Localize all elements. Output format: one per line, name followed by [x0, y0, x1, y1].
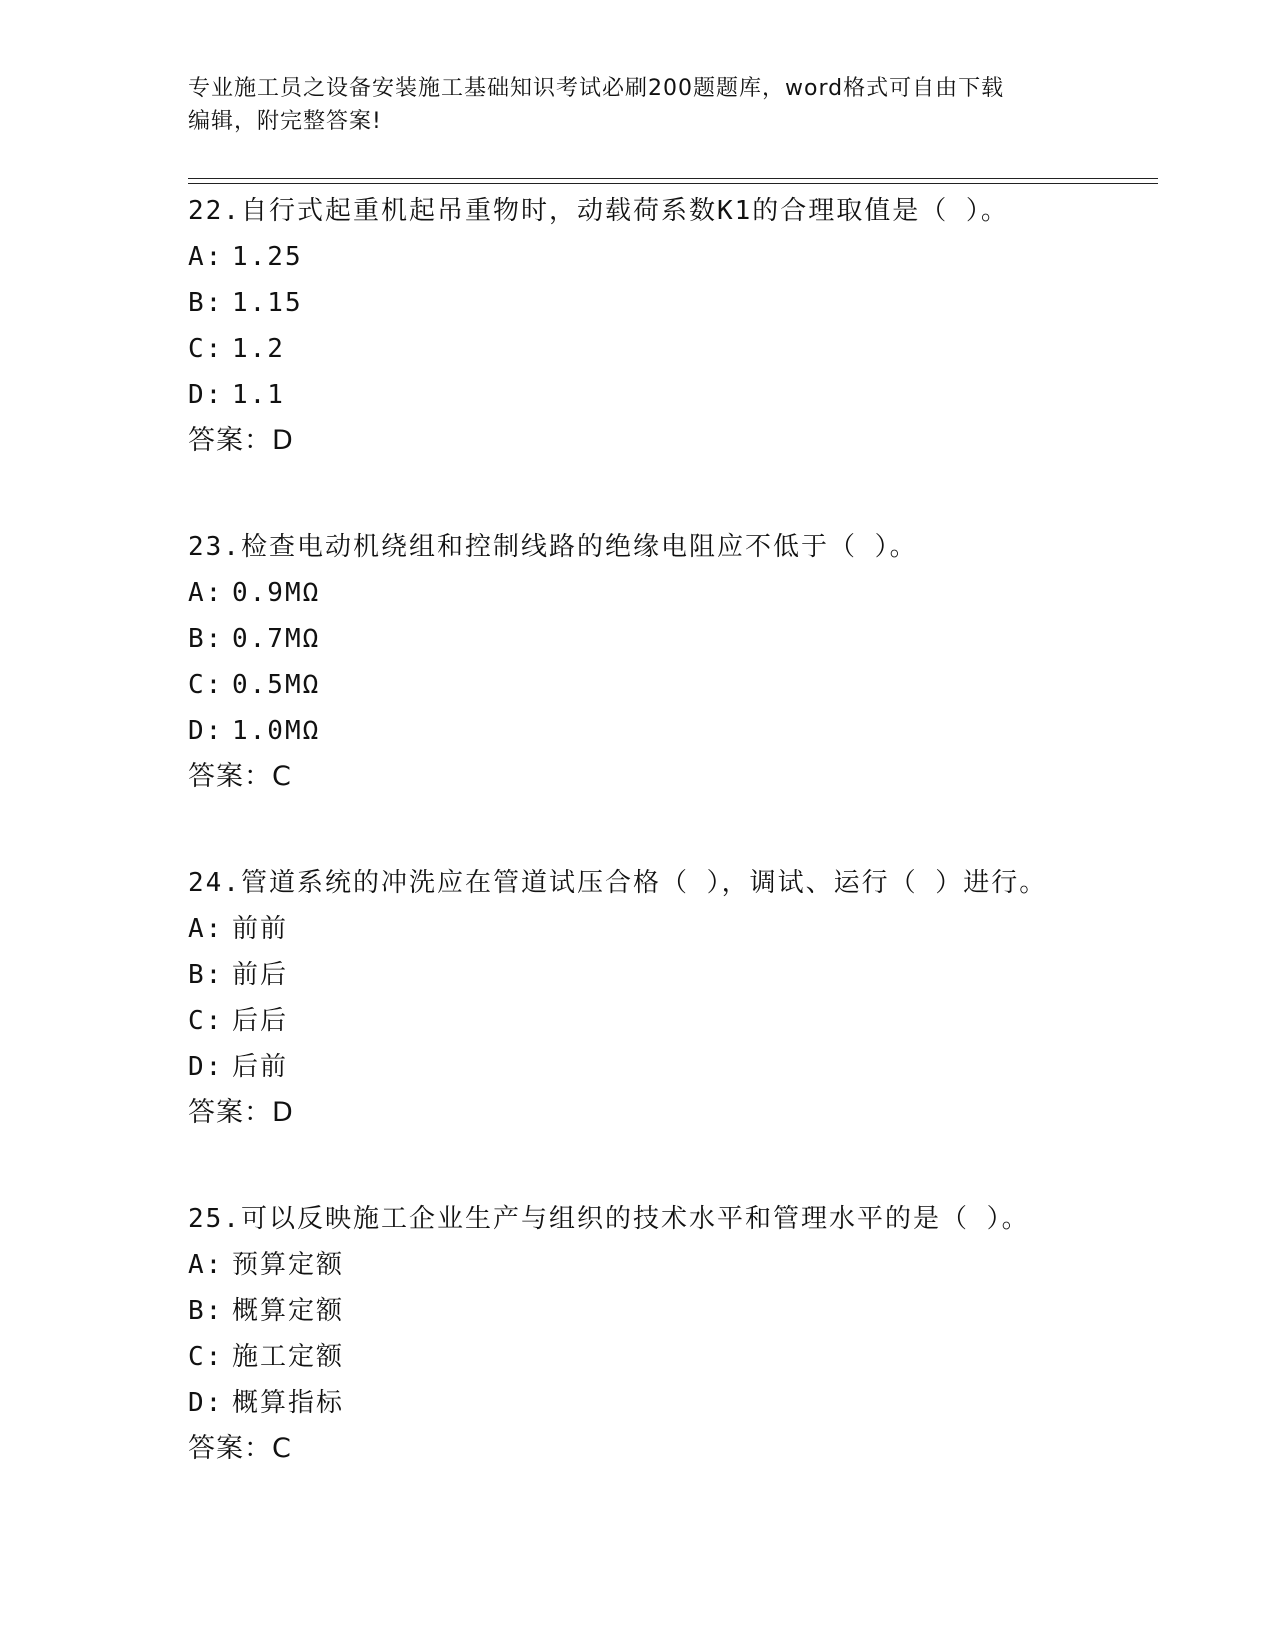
- option-text: 1.25: [232, 242, 303, 272]
- option-b: [188, 1288, 1188, 1334]
- option-c: [188, 662, 1188, 708]
- option-a: [188, 906, 1188, 952]
- document-header: [188, 72, 1088, 138]
- answer-line: 答案：C: [188, 761, 292, 792]
- option-c: [188, 1334, 1188, 1380]
- header-divider: [188, 178, 1158, 184]
- option-letter: C:: [188, 670, 224, 700]
- option-letter: B:: [188, 960, 224, 990]
- option-c: [188, 998, 1188, 1044]
- option-text: 0.9MΩ: [232, 578, 321, 608]
- question-22: [188, 188, 1188, 464]
- option-d: [188, 372, 1188, 418]
- option-text: 概算定额: [232, 1296, 345, 1326]
- option-letter: B:: [188, 1296, 224, 1326]
- option-letter: D:: [188, 1052, 224, 1082]
- option-d: [188, 1380, 1188, 1426]
- answer-line: 答案：C: [188, 1433, 292, 1464]
- option-letter: C:: [188, 1342, 224, 1372]
- option-letter: B:: [188, 288, 224, 318]
- option-text: 概算指标: [232, 1388, 345, 1418]
- option-letter: A:: [188, 578, 224, 608]
- question-25: [188, 1196, 1188, 1472]
- option-letter: D:: [188, 716, 224, 746]
- question-24: [188, 860, 1188, 1136]
- option-letter: B:: [188, 624, 224, 654]
- option-letter: A:: [188, 242, 224, 272]
- question-stem: 24.管道系统的冲洗应在管道试压合格（ ），调试、运行（ ）进行。: [188, 868, 1048, 898]
- option-c: [188, 326, 1188, 372]
- question-stem: 25.可以反映施工企业生产与组织的技术水平和管理水平的是（ ）。: [188, 1204, 1030, 1234]
- option-text: 1.1: [232, 380, 285, 410]
- option-text: 0.7MΩ: [232, 624, 321, 654]
- option-b: [188, 952, 1188, 998]
- option-d: [188, 1044, 1188, 1090]
- option-text: 前前: [232, 914, 289, 944]
- option-text: 1.0MΩ: [232, 716, 321, 746]
- option-text: 1.2: [232, 334, 285, 364]
- question-stem: 23.检查电动机绕组和控制线路的绝缘电阻应不低于（ ）。: [188, 532, 918, 562]
- option-d: [188, 708, 1188, 754]
- option-text: 1.15: [232, 288, 303, 318]
- header-line-1: 专业施工员之设备安装施工基础知识考试必刷200题题库，word格式可自由下载: [188, 76, 1005, 101]
- option-letter: A:: [188, 1250, 224, 1280]
- answer-line: 答案：D: [188, 1097, 294, 1128]
- option-text: 后前: [232, 1052, 289, 1082]
- option-a: [188, 234, 1188, 280]
- question-stem: 22.自行式起重机起吊重物时，动载荷系数K1的合理取值是（ ）。: [188, 196, 1009, 226]
- option-letter: A:: [188, 914, 224, 944]
- option-text: 后后: [232, 1006, 289, 1036]
- header-line-2: 编辑，附完整答案!: [188, 109, 382, 134]
- option-b: [188, 616, 1188, 662]
- option-text: 0.5MΩ: [232, 670, 321, 700]
- option-letter: C:: [188, 1006, 224, 1036]
- option-text: 预算定额: [232, 1250, 345, 1280]
- option-a: [188, 1242, 1188, 1288]
- question-23: [188, 524, 1188, 800]
- option-letter: D:: [188, 380, 224, 410]
- option-letter: C:: [188, 334, 224, 364]
- question-list: [188, 188, 1188, 1472]
- option-letter: D:: [188, 1388, 224, 1418]
- option-a: [188, 570, 1188, 616]
- option-text: 前后: [232, 960, 289, 990]
- option-b: [188, 280, 1188, 326]
- option-text: 施工定额: [232, 1342, 345, 1372]
- answer-line: 答案：D: [188, 425, 294, 456]
